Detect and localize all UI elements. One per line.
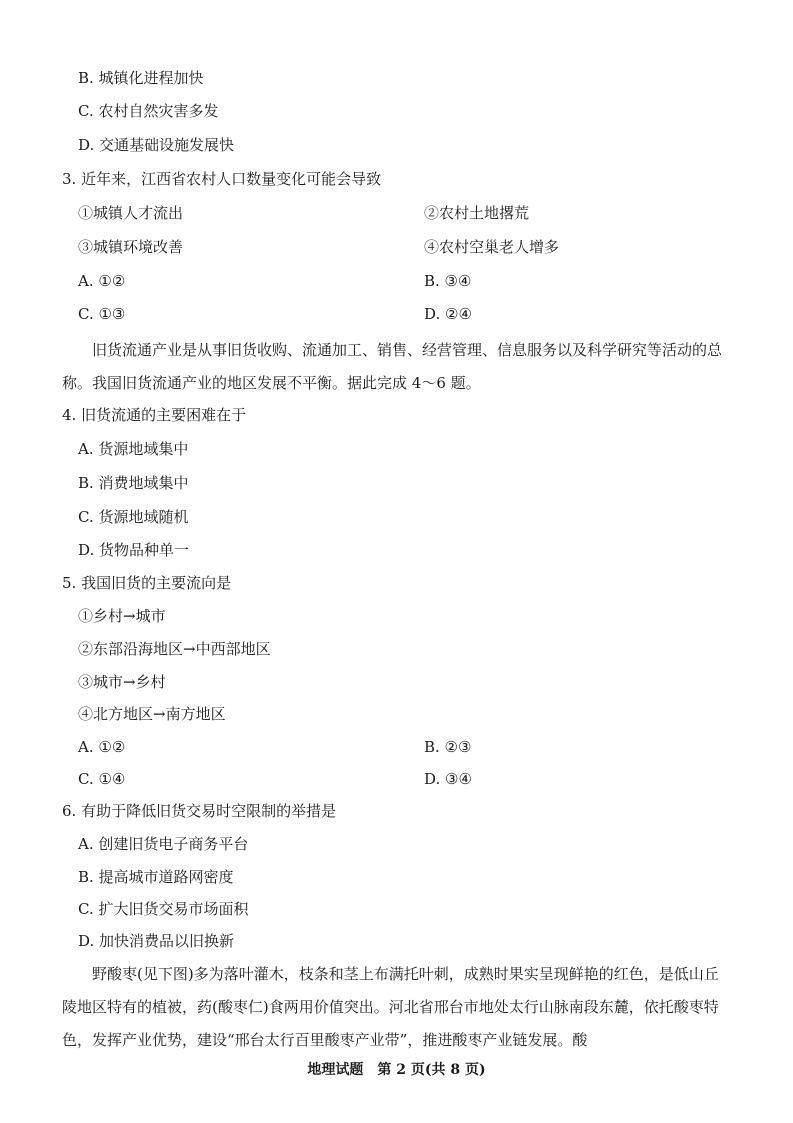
q4-option-c: C. 货源地域随机 — [78, 508, 189, 526]
q6-option-a: A. 创建旧货电子商务平台 — [78, 835, 249, 853]
q5-item-3: ③城市→乡村 — [78, 673, 166, 691]
q4-option-d: D. 货物品种单一 — [78, 541, 190, 559]
q5-item-2: ②东部沿海地区→中西部地区 — [78, 640, 271, 658]
q2-option-d: D. 交通基础设施发展快 — [78, 136, 235, 154]
q3-item-2: ②农村土地撂荒 — [424, 204, 530, 222]
q6-option-b: B. 提高城市道路网密度 — [78, 868, 234, 886]
q4-option-b: B. 消费地域集中 — [78, 474, 189, 492]
q2-option-b: B. 城镇化进程加快 — [78, 69, 204, 87]
q5-option-c: C. ①④ — [78, 770, 126, 788]
passage-secondhand-goods: 旧货流通产业是从事旧货收购、流通加工、销售、经营管理、信息服务以及科学研究等活动的总称。我国旧货流通产业的地区发展不平衡。据此完成 4～6 题。 — [62, 341, 723, 392]
q3-item-1: ①城镇人才流出 — [78, 204, 184, 222]
q6-stem: 6. 有助于降低旧货交易时空限制的举措是 — [62, 802, 337, 820]
q3-stem: 3. 近年来，江西省农村人口数量变化可能会导致 — [62, 170, 382, 188]
q3-option-c: C. ①③ — [78, 305, 126, 323]
q4-stem: 4. 旧货流通的主要困难在于 — [62, 406, 247, 424]
q5-option-d: D. ③④ — [424, 770, 472, 788]
q4-option-a: A. 货源地域集中 — [78, 440, 189, 458]
q6-option-c: C. 扩大旧货交易市场面积 — [78, 900, 249, 918]
q2-option-c: C. 农村自然灾害多发 — [78, 102, 219, 120]
q5-option-b: B. ②③ — [424, 738, 472, 756]
q5-item-1: ①乡村→城市 — [78, 607, 166, 625]
q3-item-3: ③城镇环境改善 — [78, 238, 184, 256]
q3-option-d: D. ②④ — [424, 305, 472, 323]
q3-item-4: ④农村空巢老人增多 — [424, 238, 560, 256]
passage-wild-jujube: 野酸枣(见下图)多为落叶灌木，枝条和茎上布满托叶刺，成熟时果实呈现鲜艳的红色，是低山丘陵地区特有的植被，药(酸枣仁)食两用价值突出。河北省邢台市地处太行山脉南段东麓，依托酸枣特色，发挥产业优势，建设“邢台太行百里酸枣产业带”，推进酸枣产业链发展。酸 — [62, 965, 719, 1049]
q3-option-a: A. ①② — [78, 272, 126, 290]
q5-stem: 5. 我国旧货的主要流向是 — [62, 574, 232, 592]
q5-item-4: ④北方地区→南方地区 — [78, 705, 226, 723]
page-footer: 地理试题 第 2 页(共 8 页) — [307, 1062, 486, 1078]
q5-option-a: A. ①② — [78, 738, 126, 756]
q6-option-d: D. 加快消费品以旧换新 — [78, 932, 235, 950]
q3-option-b: B. ③④ — [424, 272, 472, 290]
